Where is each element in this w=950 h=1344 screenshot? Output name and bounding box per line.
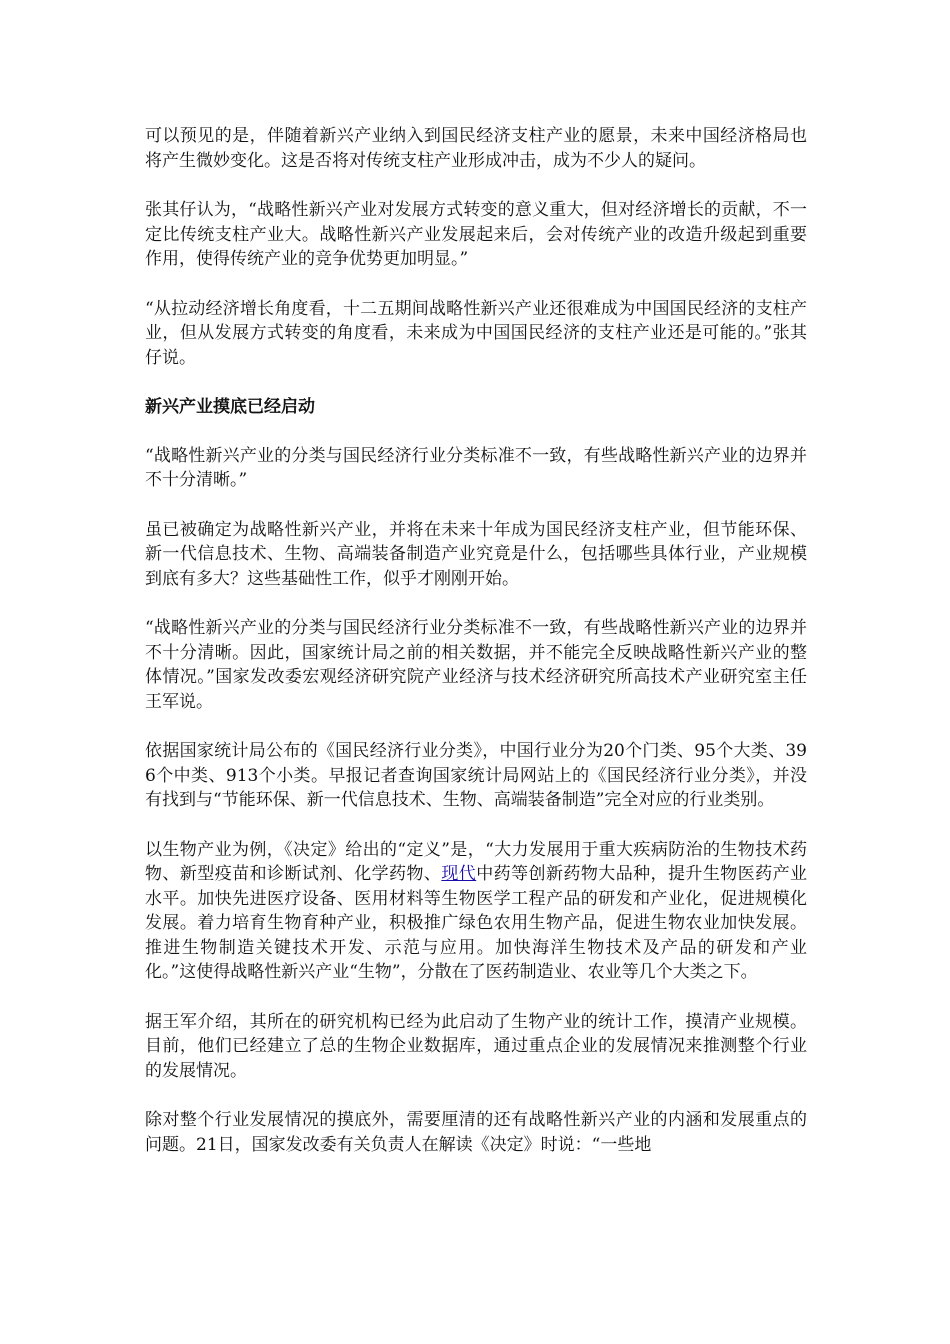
paragraph-8-text-after: 中药等创新药物大品种，提升生物医药产业水平。加快先进医疗设备、医用材料等生物医学工程产品的研发和产业化，促进规模化发展。着力培育生物育种产业，积极推广绿色农用生物产品，促进生物农业加快发展。推进生物制造关键技术开发、示范与应用。加快海洋生物技术及产品的研发和产业化。”这使得战略性新兴产业“生物”，分散在了医药制造业、农业等几个大类之下。	[145, 864, 808, 982]
paragraph-3: “从拉动经济增长角度看，十二五期间战略性新兴产业还很难成为中国国民经济的支柱产业，但从发展方式转变的角度看，未来成为中国国民经济的支柱产业还是可能的。”张其仔说。	[145, 298, 807, 368]
paragraph-4: “战略性新兴产业的分类与国民经济行业分类标准不一致，有些战略性新兴产业的边界并不十分清晰。”	[145, 445, 807, 490]
paragraph-2: 张其仔认为，“战略性新兴产业对发展方式转变的意义重大，但对经济增长的贡献，不一定比传统支柱产业大。战略性新兴产业发展起来后，会对传统产业的改造升级起到重要作用，使得传统产业的竞争优势更加明显。”	[145, 200, 807, 269]
modern-link[interactable]: 现代	[441, 864, 477, 884]
paragraph-7: 依据国家统计局公布的《国民经济行业分类》，中国行业分为20个门类、95个大类、396个中类、913个小类。早报记者查询国家统计局网站上的《国民经济行业分类》，并没有找到与“节能环保、新一代信息技术、生物、高端装备制造”完全对应的行业类别。	[145, 741, 807, 810]
paragraph-6: “战略性新兴产业的分类与国民经济行业分类标准不一致，有些战略性新兴产业的边界并不十分清晰。因此，国家统计局之前的相关数据，并不能完全反映战略性新兴产业的整体情况。”国家发改委宏观经济研究院产业经济与技术经济研究所高技术产业研究室主任王军说。	[145, 618, 807, 712]
paragraph-10: 除对整个行业发展情况的摸底外，需要厘清的还有战略性新兴产业的内涵和发展重点的问题。21日，国家发改委有关负责人在解读《决定》时说：“一些地	[145, 1110, 807, 1155]
paragraph-8-text-before: 以生物产业为例，《决定》给出的“定义”是，“大力发展用于重大疾病防治的生物技术药物、新型疫苗和诊断试剂、化学药物、	[145, 839, 807, 884]
section-heading: 新兴产业摸底已经启动	[145, 397, 315, 417]
paragraph-1: 可以预见的是，伴随着新兴产业纳入到国民经济支柱产业的愿景，未来中国经济格局也将产生微妙变化。这是否将对传统支柱产业形成冲击，成为不少人的疑问。	[145, 126, 807, 171]
article-body	[145, 124, 807, 1182]
paragraph-5: 虽已被确定为战略性新兴产业，并将在未来十年成为国民经济支柱产业，但节能环保、新一代信息技术、生物、高端装备制造产业究竟是什么，包括哪些具体行业，产业规模到底有多大？这些基础性工作，似乎才刚刚开始。	[145, 519, 807, 589]
paragraph-8	[145, 838, 807, 985]
paragraph-9: 据王军介绍，其所在的研究机构已经为此启动了生物产业的统计工作，摸清产业规模。目前，他们已经建立了总的生物企业数据库，通过重点企业的发展情况来推测整个行业的发展情况。	[145, 1011, 807, 1081]
